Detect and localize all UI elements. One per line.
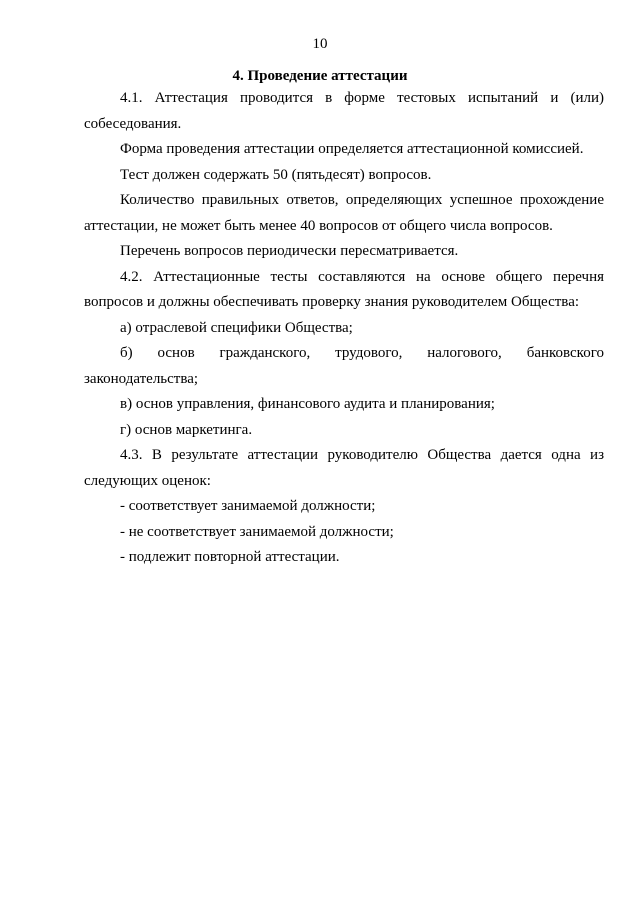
paragraph-form: Форма проведения аттестации определяется аттестационной комиссией. (120, 141, 584, 157)
paragraph-4-3: 4.3. В результате аттестации руководителю Общества дается одна из следующих оценок: (84, 447, 604, 489)
page-number: 10 (312, 36, 328, 52)
grade-item-3: - подлежит повторной аттестации. (120, 549, 340, 565)
paragraph-4-1: 4.1. Аттестация проводится в форме тестовых испытаний и (или) собеседования. (84, 90, 604, 132)
section-title: 4. Проведение аттестации (232, 68, 408, 84)
grade-item-2: - не соответствует занимаемой должности; (120, 523, 394, 540)
list-item-a: а) отраслевой специфики Общества; (120, 319, 353, 336)
paragraph-review: Перечень вопросов периодически пересматривается. (120, 243, 459, 259)
paragraph-test-count: Тест должен содержать 50 (пятьдесят) вопросов. (120, 166, 432, 183)
document-body (84, 86, 604, 571)
list-item-v: в) основ управления, финансового аудита и планирования; (120, 396, 495, 412)
list-item-g: г) основ маркетинга. (120, 421, 253, 438)
grade-item-1: - соответствует занимаемой должности; (120, 498, 376, 514)
list-item-b: б) основ гражданского, трудового, налогового, банковского законодательства; (84, 345, 604, 387)
paragraph-4-2: 4.2. Аттестационные тесты составляются на основе общего перечня вопросов и должны обеспечивать проверку знания руководителем Общества: (84, 268, 604, 310)
paragraph-correct-answers: Количество правильных ответов, определяющих успешное прохождение аттестации, не может быть менее 40 вопросов от общего числа вопросов. (84, 192, 604, 234)
